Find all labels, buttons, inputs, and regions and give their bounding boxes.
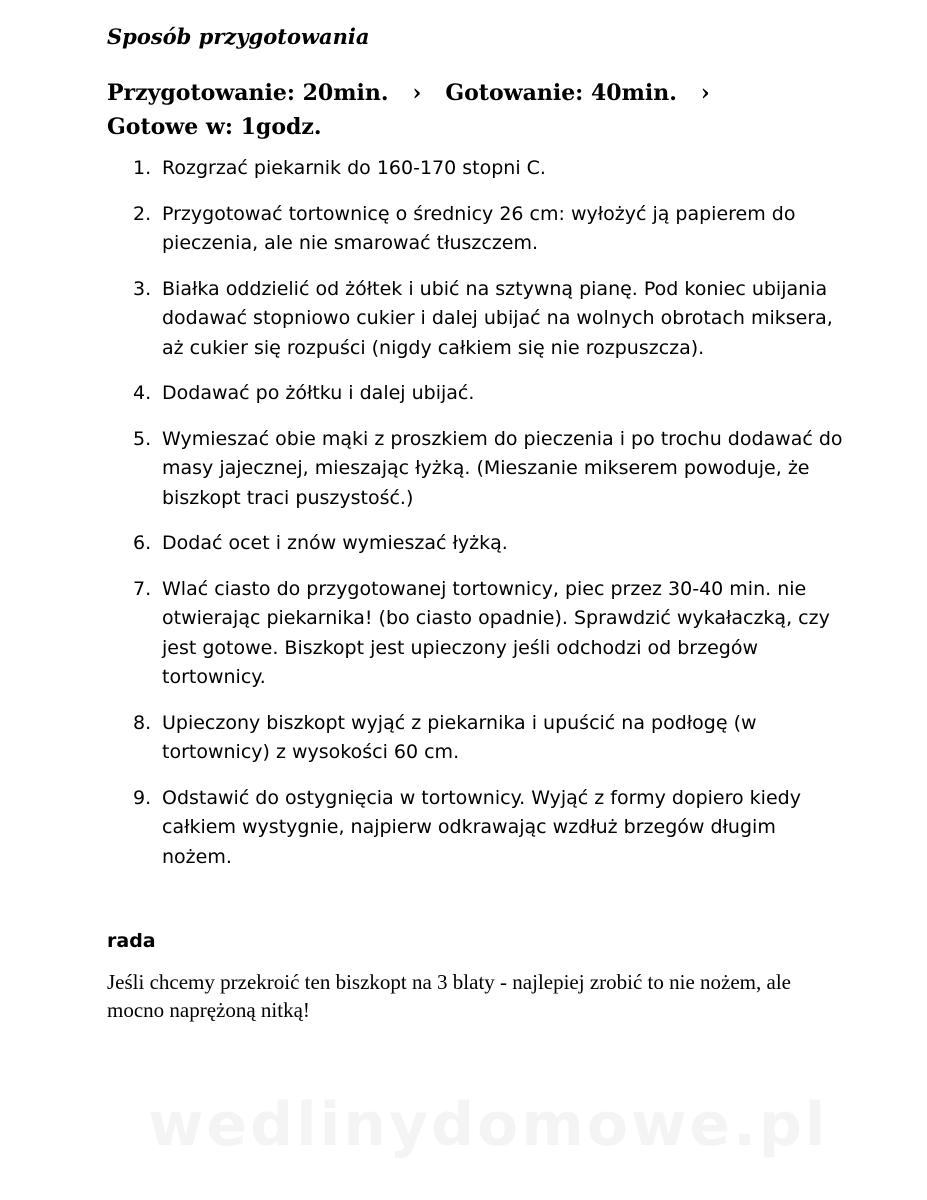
step-text: Przygotować tortownicę o średnicy 26 cm: wyłożyć ją papierem do pieczenia, ale nie smarować tłuszczem. (162, 202, 796, 254)
separator-chevron-icon: › (700, 80, 710, 106)
list-item (127, 154, 847, 184)
step-text: Dodawać po żółtku i dalej ubijać. (162, 382, 475, 404)
tip-text: Jeśli chcemy przekroić ten biszkopt na 3 blaty - najlepiej zrobić to nie nożem, ale mocno naprężoną nitką! (107, 970, 791, 1022)
list-item (127, 529, 847, 559)
prep-time: Przygotowanie: 20min. (107, 80, 389, 106)
step-text: Wlać ciasto do przygotowanej tortownicy, piec przez 30-40 min. nie otwierając piekarnika! (bo ciasto opadnie). Sprawdzić wykałaczką, czy jest gotowe. Biszkopt jest upieczony jeśli odchodzi od brzegów tortownicy. (162, 577, 830, 688)
watermark: wedlinydomowe.pl (148, 1090, 829, 1160)
timing-line (107, 76, 807, 144)
list-item (127, 275, 847, 364)
step-number: 1. (133, 157, 152, 179)
step-number: 8. (133, 711, 152, 734)
list-item (127, 784, 847, 873)
section-title: Sposób przygotowania (107, 24, 370, 49)
step-text: Rozgrzać piekarnik do 160-170 stopni C. (162, 157, 546, 179)
step-number: 6. (133, 532, 152, 554)
step-number: 3. (133, 277, 152, 300)
step-text: Białka oddzielić od żółtek i ubić na sztywną pianę. Pod koniec ubijania dodawać stopniowo cukier i dalej ubijać na wolnych obrotach miksera, aż cukier się rozpuści (nigdy całkiem się nie rozpuszcza). (162, 277, 833, 359)
step-number: 5. (133, 427, 152, 450)
tip-heading: rada (107, 930, 156, 952)
list-item (127, 425, 847, 514)
step-number: 7. (133, 577, 152, 600)
ready-time-label: Gotowe w: (107, 114, 233, 140)
step-number: 9. (133, 786, 152, 809)
list-item (127, 575, 847, 693)
step-number: 2. (133, 202, 152, 225)
list-item (127, 379, 847, 409)
separator-chevron-icon: › (412, 80, 422, 106)
ready-time-value: 1godz. (240, 114, 322, 140)
step-number: 4. (133, 382, 152, 404)
cook-time: Gotowanie: 40min. (445, 80, 677, 106)
step-text: Wymieszać obie mąki z proszkiem do pieczenia i po trochu dodawać do masy jajecznej, mieszając łyżką. (Mieszanie mikserem powoduje, że biszkopt traci puszystość.) (162, 427, 843, 509)
steps-list (127, 154, 847, 888)
list-item (127, 200, 847, 259)
step-text: Upieczony biszkopt wyjąć z piekarnika i upuścić na podłogę (w tortownicy) z wysokości 60 cm. (162, 711, 757, 763)
list-item (127, 709, 847, 768)
step-text: Odstawić do ostygnięcia w tortownicy. Wyjąć z formy dopiero kiedy całkiem wystygnie, najpierw odkrawając wzdłuż brzegów długim nożem. (162, 786, 801, 868)
step-text: Dodać ocet i znów wymieszać łyżką. (162, 532, 508, 554)
